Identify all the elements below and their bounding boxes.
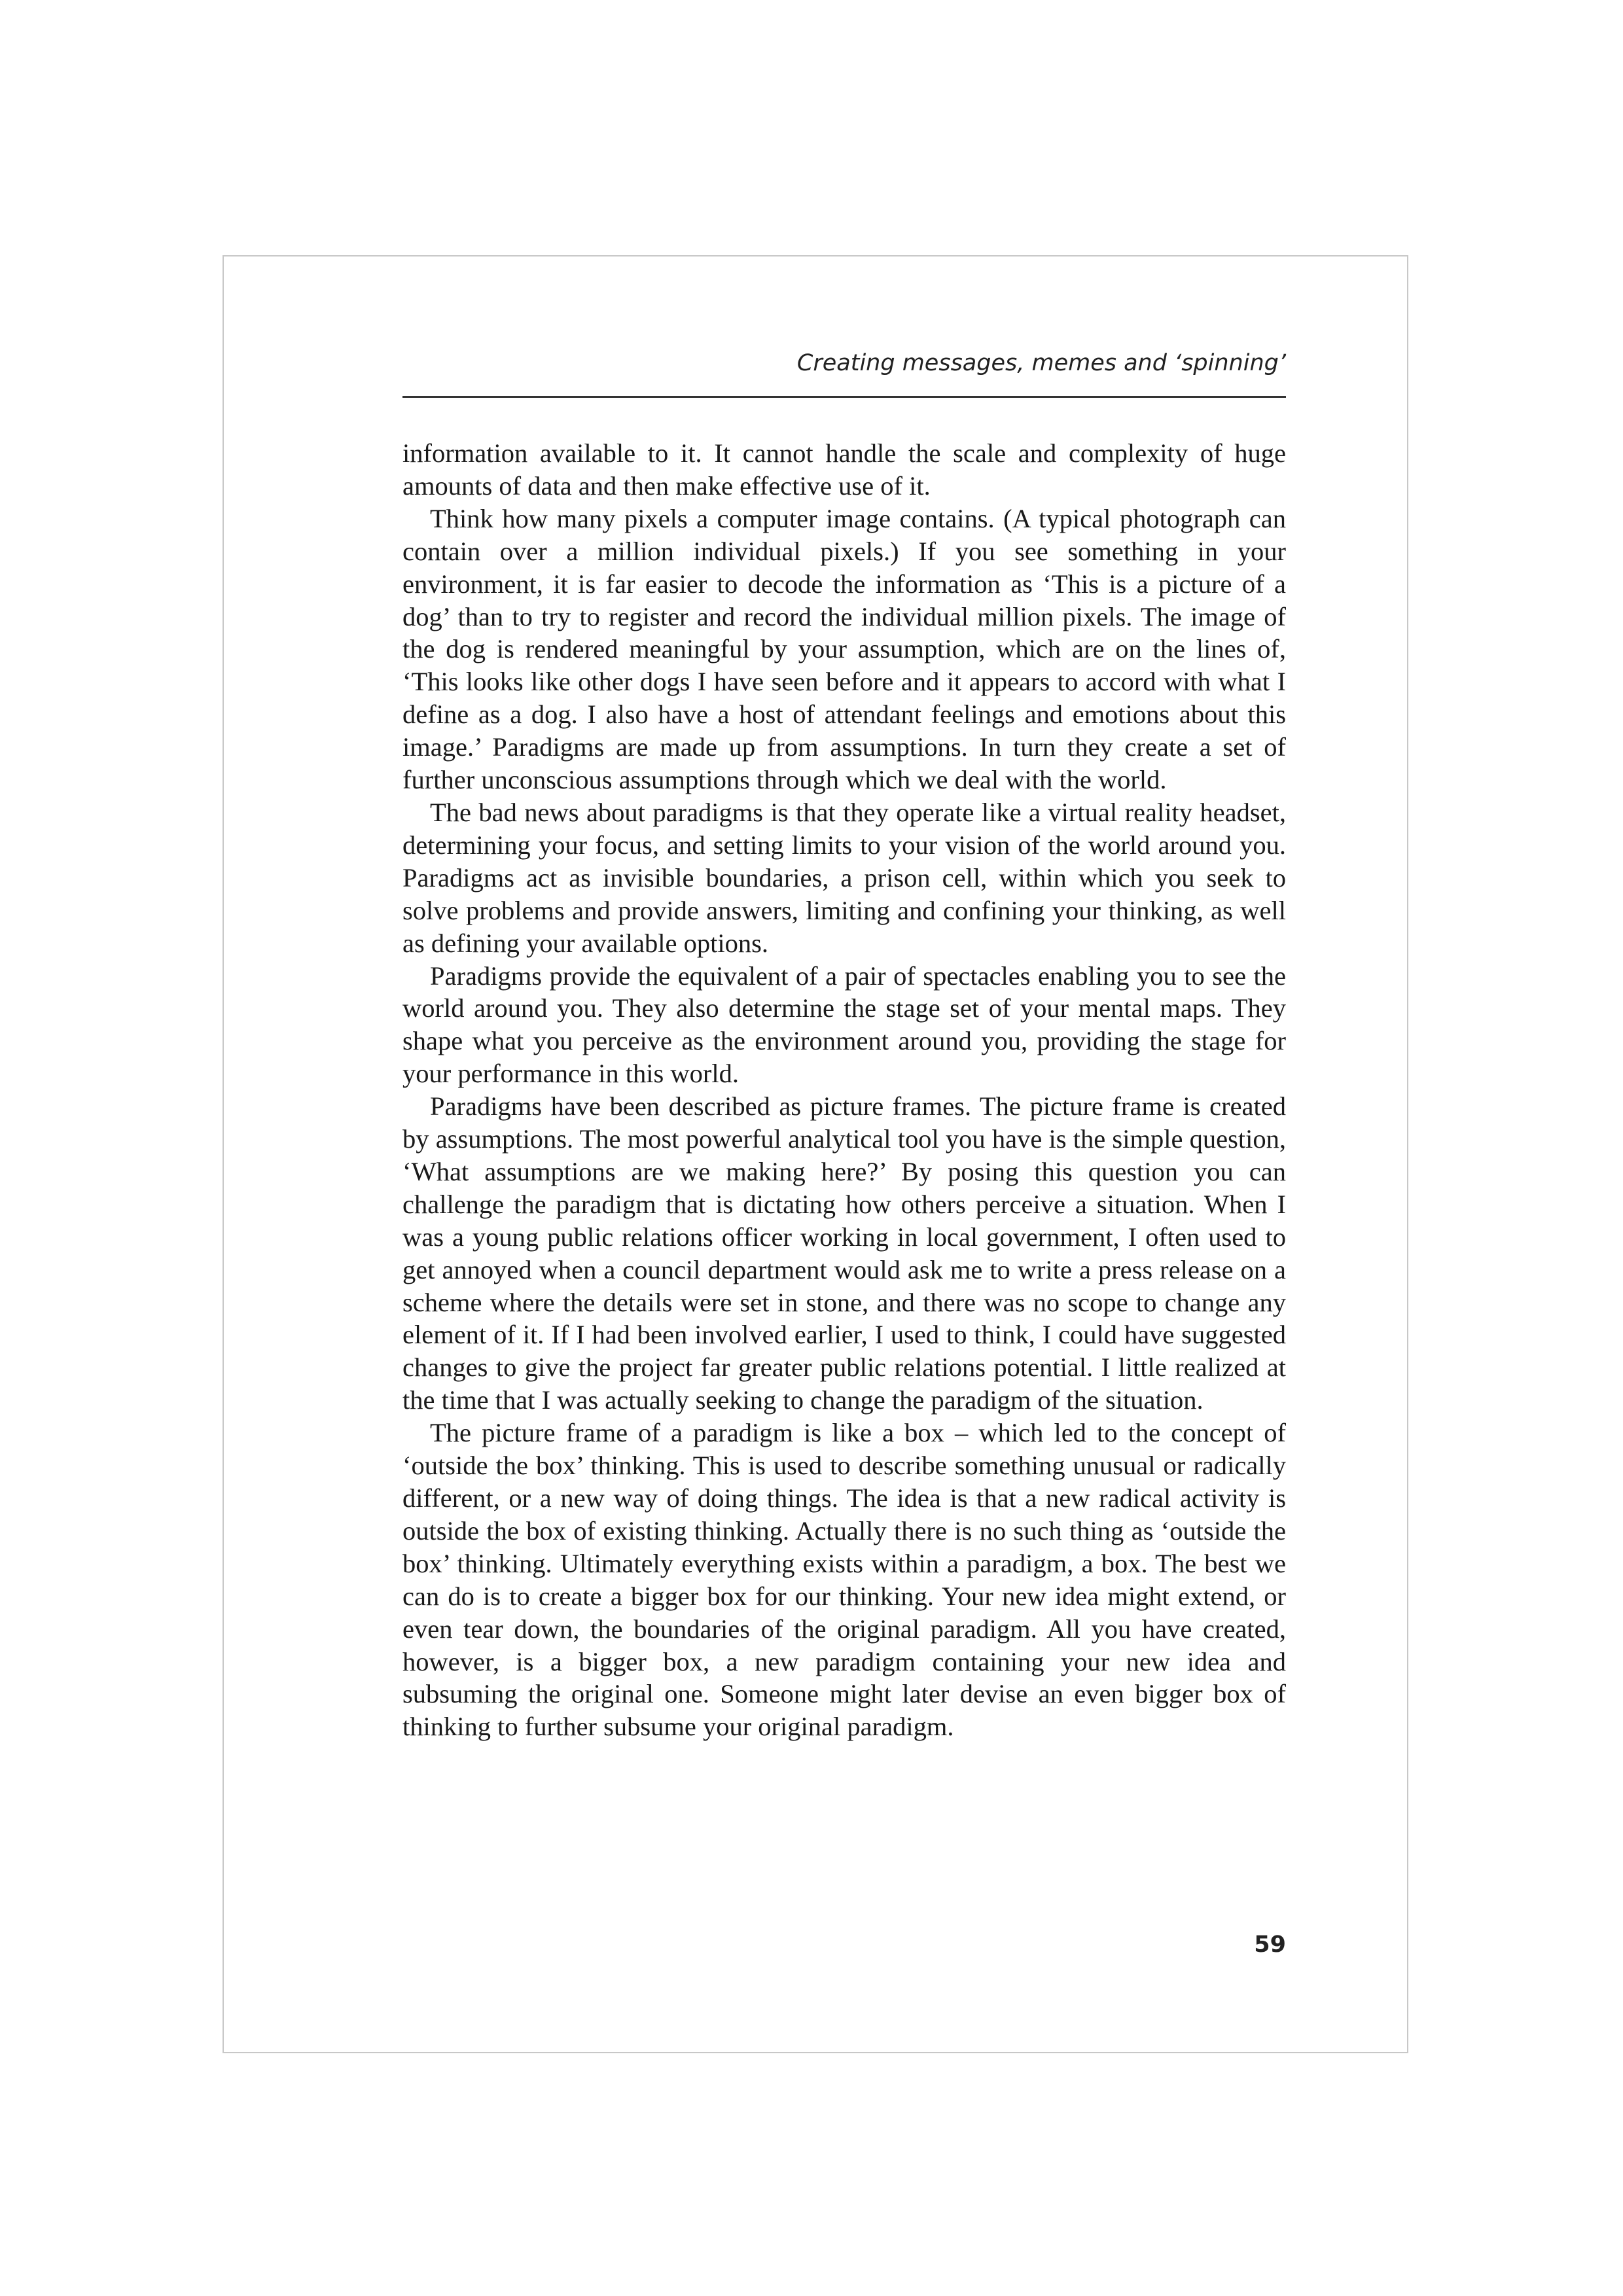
running-head: Creating messages, memes and ‘spinning’: [796, 350, 1286, 376]
header-rule: [402, 396, 1286, 398]
paragraph: Think how many pixels a computer image contains. (A typical photograph can contain over a million individual pixels.) If you see something in your environment, it is far easier to decode the information as ‘This is a picture of a dog’ than to try to register and record the individual million pixels. The image of the dog is rendered meaningful by your assumption, which are on the lines of, ‘This looks like other dogs I have seen before and it appears to accord with what I define as a dog. I also have a host of attendant feelings and emotions about this image.’ Paradigms are made up from assumptions. In turn they create a set of further unconscious assumptions through which we deal with the world.: [402, 503, 1286, 795]
paragraph: Paradigms have been described as picture frames. The picture frame is created by assumptions. The most powerful analytical tool you have is the simple question, ‘What assumptions are we making here?’ By posing this question you can challenge the paradigm that is dictating how others perceive a situation. When I was a young public relations officer working in local government, I often used to get annoyed when a council department would ask me to write a press release on a scheme where the details were set in stone, and there was no scope to change any element of it. If I had been involved earlier, I used to think, I could have suggested changes to give the project far greater public relations potential. I little realized at the time that I was actually seeking to change the paradigm of the situation.: [402, 1091, 1286, 1415]
page-number: 59: [1254, 1932, 1286, 1958]
paragraph-continued: information available to it. It cannot handle the scale and complexity of huge amounts of data and then make effective use of it.: [402, 438, 1286, 501]
body-text: [402, 437, 1286, 1743]
paragraph: The picture frame of a paradigm is like a box – which led to the concept of ‘outside the box’ thinking. This is used to describe something unusual or radically different, or a new way of doing things. The idea is that a new radical activity is outside the box of existing thinking. Actually there is no such thing as ‘outside the box’ thinking. Ultimately everything exists within a paradigm, a box. The best we can do is to create a bigger box for our thinking. Your new idea might extend, or even tear down, the boundaries of the original paradigm. All you have created, however, is a bigger box, a new paradigm containing your new idea and subsuming the original one. Someone might later devise an even bigger box of thinking to further subsume your original paradigm.: [402, 1418, 1286, 1742]
paragraph: The bad news about paradigms is that they operate like a virtual reality headset, determining your focus, and setting limits to your vision of the world around you. Paradigms act as invisible boundaries, a prison cell, within which you seek to solve problems and provide answers, limiting and confining your thinking, as well as defining your available options.: [402, 797, 1286, 958]
paragraph: Paradigms provide the equivalent of a pair of spectacles enabling you to see the world around you. They also determine the stage set of your mental maps. They shape what you perceive as the environment around you, providing the stage for your performance in this world.: [402, 961, 1286, 1089]
